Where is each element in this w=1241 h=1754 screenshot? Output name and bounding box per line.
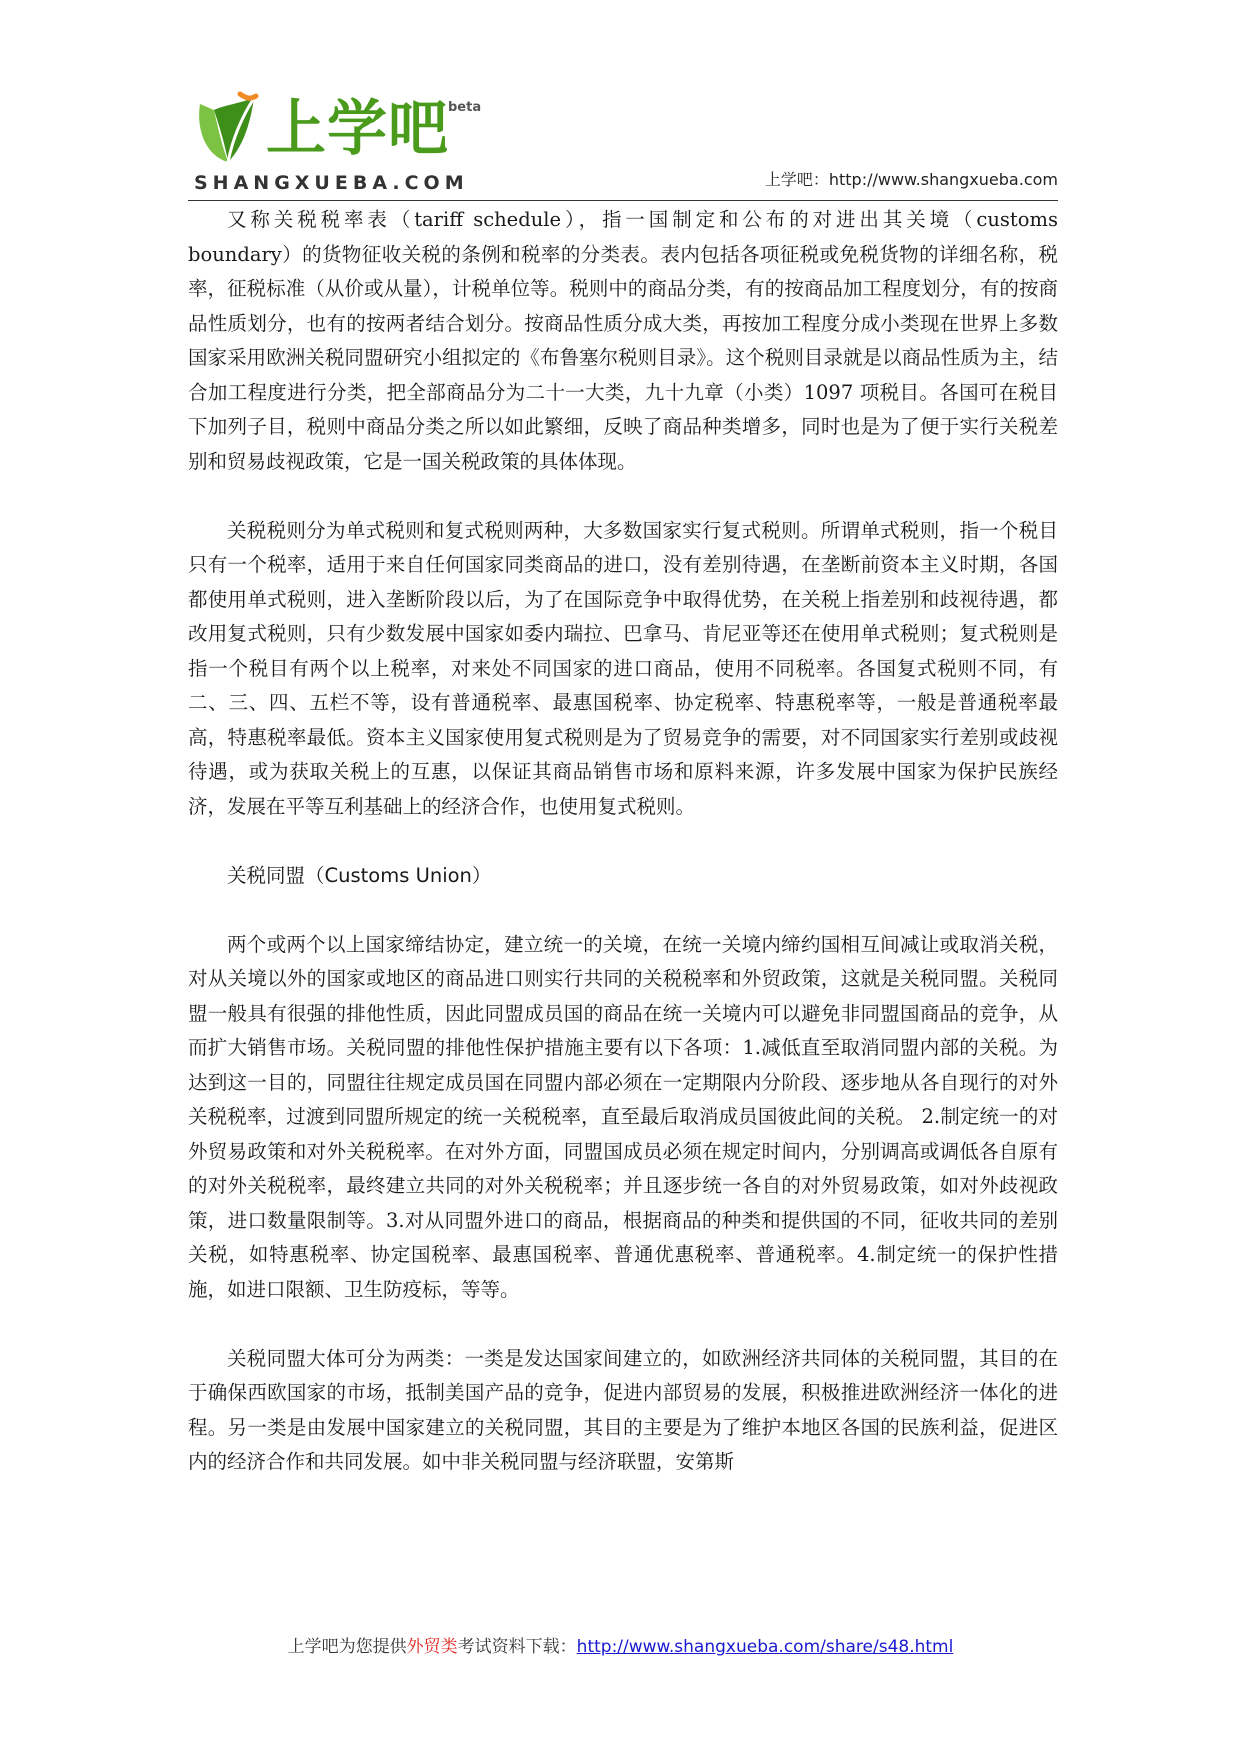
page-footer [0, 1632, 1241, 1657]
document-body [188, 203, 1058, 1480]
leaf-logo-icon [192, 90, 264, 168]
footer-middle: 考试资料下载： [457, 1637, 577, 1657]
header-divider [188, 200, 1058, 201]
page-header [188, 88, 1058, 200]
paragraph-union-types: 关税同盟大体可分为两类：一类是发达国家间建立的，如欧洲经济共同体的关税同盟，其目的在于确保西欧国家的市场，抵制美国产品的竞争，促进内部贸易的发展，积极推进欧洲经济一体化的进程。另一类是由发展中国家建立的关税同盟，其目的主要是为了维护本地区各国的民族利益，促进区内的经济合作和共同发展。如中非关税同盟与经济联盟，安第斯 [188, 1346, 1058, 1473]
logo-chinese-text: 上学吧 [266, 94, 449, 164]
footer-download-link[interactable]: http://www.shangxueba.com/share/s48.html [576, 1637, 954, 1657]
logo-beta-tag: beta [448, 100, 482, 115]
logo-english-text: SHANGXUEBA.COM [194, 172, 469, 194]
paragraph-customs-union: 两个或两个以上国家缔结协定，建立统一的关境，在统一关境内缔约国相互间减让或取消关税，对从关境以外的国家或地区的商品进口则实行共同的关税税率和外贸政策，这就是关税同盟。关税同盟一般具有很强的排他性质，因此同盟成员国的商品在统一关境内可以避免非同盟国商品的竞争，从而扩大销售市场。关税同盟的排他性保护措施主要有以下各项：1.减低直至取消同盟内部的关税。为达到这一目的，同盟往往规定成员国在同盟内部必须在一定期限内分阶段、逐步地从各自现行的对外关税税率，过渡到同盟所规定的统一关税税率，直至最后取消成员国彼此间的关税。 2.制定统一的对外贸易政策和对外关税税率。在对外方面，同盟国成员必须在规定时间内，分别调高或调低各自原有的对外关税税率，最终建立共同的对外关税税率；并且逐步统一各自的对外贸易政策，如对外歧视政策，进口数量限制等。3.对从同盟外进口的商品，根据商品的种类和提供国的不同，征收共同的差别关税，如特惠税率、协定国税率、最惠国税率、普通优惠税率、普通税率。4.制定统一的保护性措施，如进口限额、卫生防疫标，等等。 [188, 932, 1058, 1301]
header-site-label: 上学吧：http://www.shangxueba.com [764, 170, 1058, 189]
paragraph-tariff-schedule: 又称关税税率表（tariff schedule），指一国制定和公布的对进出其关境（customs boundary）的货物征收关税的条例和税率的分类表。表内包括各项征税或免税货物的详细名称，税率，征税标准（从价或从量），计税单位等。税则中的商品分类，有的按商品加工程度划分，有的按商品性质划分，也有的按两者结合划分。按商品性质分成大类，再按加工程度分成小类现在世界上多数国家采用欧洲关税同盟研究小组拟定的《布鲁塞尔税则目录》。这个税则目录就是以商品性质为主，结合加工程度进行分类，把全部商品分为二十一大类，九十九章（小类）1097 项税目。各国可在税目下加列子目，税则中商品分类之所以如此繁细，反映了商品种类增多，同时也是为了便于实行关税差别和贸易歧视政策，它是一国关税政策的具体体现。 [188, 208, 1058, 473]
section-heading: 关税同盟（Customs Union） [227, 863, 492, 887]
paragraph-single-complex-tariff: 关税税则分为单式税则和复式税则两种，大多数国家实行复式税则。所谓单式税则，指一个税目只有一个税率，适用于来自任何国家同类商品的进口，没有差别待遇，在垄断前资本主义时期，各国都使用单式税则，进入垄断阶段以后，为了在国际竞争中取得优势，在关税上指差别和歧视待遇，都改用复式税则，只有少数发展中国家如委内瑞拉、巴拿马、肯尼亚等还在使用单式税则；复式税则是指一个税目有两个以上税率，对来处不同国家的进口商品，使用不同税率。各国复式税则不同，有二、三、四、五栏不等，设有普通税率、最惠国税率、协定税率、特惠税率等，一般是普通税率最高，特惠税率最低。资本主义国家使用复式税则是为了贸易竞争的需要，对不同国家实行差别或歧视待遇，或为获取关税上的互惠，以保证其商品销售市场和原料来源，许多发展中国家为保护民族经济，发展在平等互利基础上的经济合作，也使用复式税则。 [188, 518, 1058, 818]
footer-prefix: 上学吧为您提供 [287, 1637, 407, 1657]
footer-category: 外贸类 [406, 1637, 458, 1657]
site-logo[interactable] [188, 88, 518, 198]
